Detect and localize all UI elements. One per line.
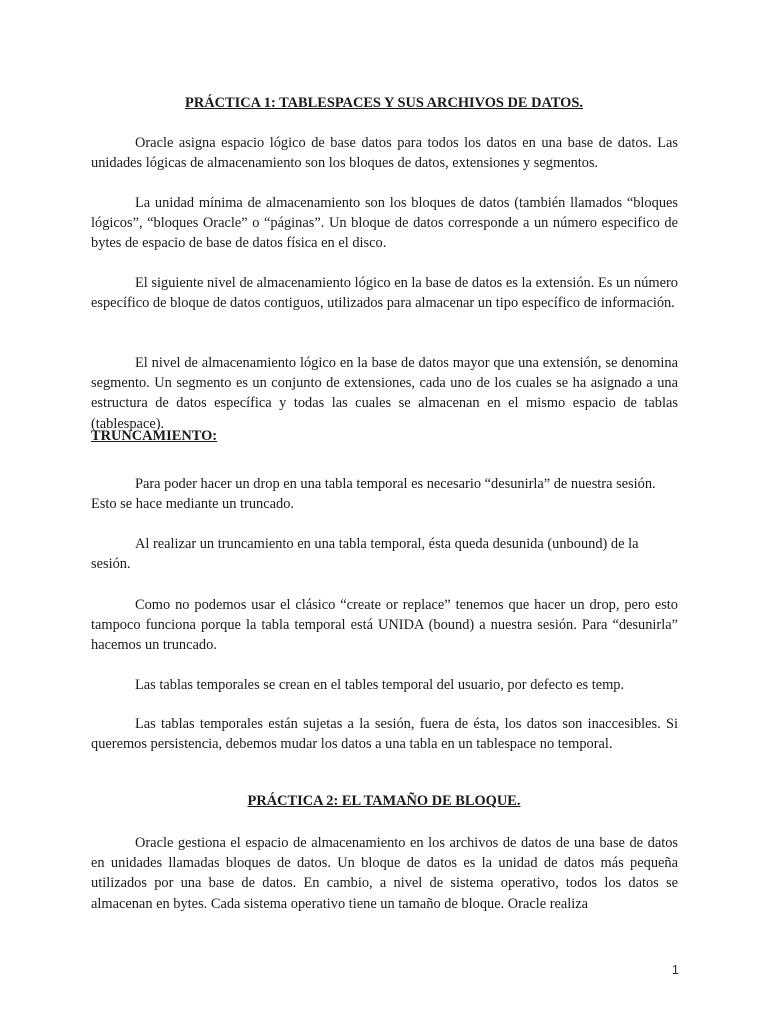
- paragraph: Oracle gestiona el espacio de almacenamiento en los archivos de datos de una base de datos en unidades llamadas bloques de datos. Un bloque de datos es la unidad de datos más pequeña utilizados por una base de datos. En cambio, a nivel de sistema operativo, todos los datos se almacenan en bytes. Cada sistema operativo tiene un tamaño de bloque. Oracle realiza: [91, 835, 678, 912]
- paragraph: Oracle asigna espacio lógico de base datos para todos los datos en una base de datos. Las unidades lógicas de almacenamiento son los bloques de datos, extensiones y segmentos.: [91, 135, 678, 172]
- paragraph: La unidad mínima de almacenamiento son los bloques de datos (también llamados “bloques lógicos”, “bloques Oracle” o “páginas”. Un bloque de datos corresponde a un número especifico de bytes de espacio de base de datos física en el disco.: [91, 195, 678, 252]
- paragraph: El siguiente nivel de almacenamiento lógico en la base de datos es la extensión. Es un número específico de bloque de datos contiguos, utilizados para almacenar un tipo específico de información.: [91, 275, 678, 312]
- section-title-practica-1: PRÁCTICA 1: TABLESPACES Y SUS ARCHIVOS DE DATOS.: [185, 95, 583, 111]
- paragraph: Al realizar un truncamiento en una tabla temporal, ésta queda desunida (unbound) de la sesión.: [91, 536, 639, 573]
- paragraph: Como no podemos usar el clásico “create or replace” tenemos que hacer un drop, pero esto tampoco funciona porque la tabla temporal está UNIDA (bound) a nuestra sesión. Para “desunirla” hacemos un truncado.: [91, 597, 678, 654]
- paragraph: El nivel de almacenamiento lógico en la base de datos mayor que una extensión, se denomina segmento. Un segmento es un conjunto de extensiones, cada uno de los cuales se ha asignado a una estructura de datos específica y todas las cuales se almacenan en el mismo espacio de tablas (tablespace).: [91, 355, 678, 432]
- heading-truncamiento: TRUNCAMIENTO:: [91, 428, 218, 444]
- paragraph: Las tablas temporales están sujetas a la sesión, fuera de ésta, los datos son inaccesibles. Si queremos persistencia, debemos mudar los datos a una tabla en un tablespace no temporal.: [91, 716, 678, 753]
- paragraph: Para poder hacer un drop en una tabla temporal es necesario “desunirla” de nuestra sesión. Esto se hace mediante un truncado.: [91, 476, 656, 513]
- paragraph: Las tablas temporales se crean en el tables temporal del usuario, por defecto es temp.: [135, 677, 625, 693]
- section-title-practica-2: PRÁCTICA 2: EL TAMAÑO DE BLOQUE.: [247, 793, 521, 809]
- page-number: 1: [671, 962, 679, 977]
